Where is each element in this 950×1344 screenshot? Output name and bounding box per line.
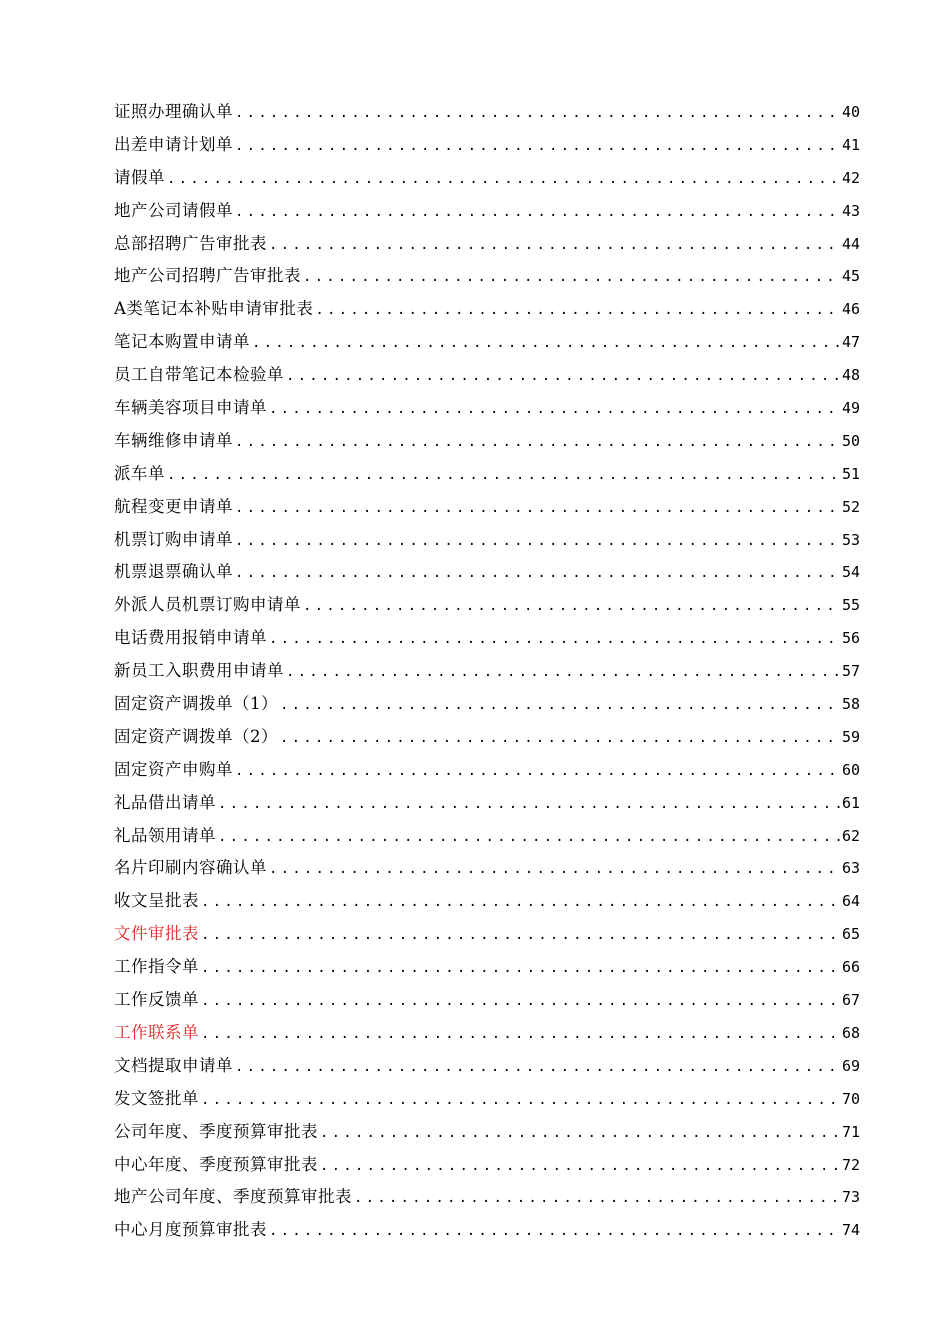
toc-entry-page-number: 59 <box>841 727 860 746</box>
toc-entry-page-number: 45 <box>841 267 860 286</box>
toc-dot-leader <box>235 1051 840 1083</box>
toc-dot-leader <box>167 459 840 491</box>
toc-entry-title: 新员工入职费用申请单 <box>114 661 284 681</box>
toc-entry[interactable] <box>114 458 860 491</box>
toc-entry-title: 电话费用报销申请单 <box>114 628 267 648</box>
toc-entry-title: 笔记本购置申请单 <box>114 332 250 352</box>
toc-entry-page-number: 61 <box>841 793 860 812</box>
toc-entry[interactable] <box>114 556 860 589</box>
toc-entry-title: 文件审批表 <box>114 924 199 944</box>
toc-dot-leader <box>269 1215 840 1247</box>
toc-dot-leader <box>269 853 840 885</box>
toc-entry[interactable] <box>114 228 860 261</box>
toc-entry-page-number: 74 <box>841 1221 860 1240</box>
toc-entry[interactable] <box>114 655 860 688</box>
toc-dot-leader <box>252 327 840 359</box>
toc-entry-title: 固定资产申购单 <box>114 759 233 779</box>
toc-entry-title: 派车单 <box>114 463 165 483</box>
toc-dot-leader <box>315 294 840 326</box>
toc-entry-title: 固定资产调拨单（2） <box>114 726 278 746</box>
toc-dot-leader <box>303 261 840 293</box>
toc-entry-title: 地产公司招聘广告审批表 <box>114 266 301 286</box>
toc-entry-page-number: 42 <box>841 168 860 187</box>
toc-dot-leader <box>201 985 840 1017</box>
toc-entry-page-number: 71 <box>841 1122 860 1141</box>
toc-dot-leader <box>354 1182 840 1214</box>
toc-entry[interactable] <box>114 293 860 326</box>
toc-entry-page-number: 65 <box>841 925 860 944</box>
toc-entry-page-number: 69 <box>841 1056 860 1075</box>
toc-entry[interactable] <box>114 129 860 162</box>
toc-entry-page-number: 46 <box>841 300 860 319</box>
toc-entry-page-number: 41 <box>841 135 860 154</box>
toc-entry-title: 地产公司年度、季度预算审批表 <box>114 1187 352 1207</box>
toc-dot-leader <box>286 656 840 688</box>
toc-entry-page-number: 57 <box>841 662 860 681</box>
toc-entry[interactable] <box>114 392 860 425</box>
toc-dot-leader <box>286 360 840 392</box>
toc-entry[interactable] <box>114 162 860 195</box>
toc-entry-title: 公司年度、季度预算审批表 <box>114 1121 318 1141</box>
toc-dot-leader <box>269 229 840 261</box>
toc-entry[interactable] <box>114 491 860 524</box>
toc-entry[interactable] <box>114 425 860 458</box>
toc-dot-leader <box>235 97 840 129</box>
toc-entry-title: A类笔记本补贴申请审批表 <box>114 299 314 319</box>
toc-dot-leader <box>201 952 840 984</box>
toc-dot-leader <box>235 196 840 228</box>
toc-entry-page-number: 73 <box>841 1188 860 1207</box>
toc-entry[interactable] <box>114 918 860 951</box>
toc-entry-page-number: 49 <box>841 399 860 418</box>
toc-entry-page-number: 50 <box>841 431 860 450</box>
toc-entry[interactable] <box>114 326 860 359</box>
toc-entry-title: 外派人员机票订购申请单 <box>114 595 301 615</box>
toc-dot-leader <box>235 426 840 458</box>
toc-entry[interactable] <box>114 1116 860 1149</box>
toc-entry-title: 中心年度、季度预算审批表 <box>114 1154 318 1174</box>
toc-dot-leader <box>218 821 840 853</box>
toc-dot-leader <box>167 163 840 195</box>
toc-entry[interactable] <box>114 1214 860 1247</box>
toc-entry-title: 请假单 <box>114 167 165 187</box>
toc-entry[interactable] <box>114 195 860 228</box>
toc-entry-title: 文档提取申请单 <box>114 1055 233 1075</box>
toc-entry-title: 工作反馈单 <box>114 990 199 1010</box>
toc-entry-page-number: 40 <box>841 103 860 121</box>
toc-entry[interactable] <box>114 1017 860 1050</box>
toc-entry-page-number: 54 <box>841 563 860 582</box>
toc-entry-title: 收文呈批表 <box>114 891 199 911</box>
toc-entry-title: 名片印刷内容确认单 <box>114 858 267 878</box>
toc-entry[interactable] <box>114 787 860 820</box>
toc-entry-title: 机票订购申请单 <box>114 529 233 549</box>
toc-entry-title: 车辆美容项目申请单 <box>114 398 267 418</box>
toc-entry-title: 证照办理确认单 <box>114 102 233 121</box>
toc-entry-title: 总部招聘广告审批表 <box>114 233 267 253</box>
toc-entry-page-number: 55 <box>841 596 860 615</box>
toc-dot-leader <box>235 492 840 524</box>
toc-dot-leader <box>320 1150 840 1182</box>
toc-entry[interactable] <box>114 721 860 754</box>
toc-entry-title: 机票退票确认单 <box>114 562 233 582</box>
toc-entry[interactable] <box>114 96 860 129</box>
toc-entry-page-number: 56 <box>841 629 860 648</box>
toc-entry-page-number: 66 <box>841 958 860 977</box>
toc-entry[interactable] <box>114 820 860 853</box>
toc-dot-leader <box>269 393 840 425</box>
toc-entry[interactable] <box>114 1181 860 1214</box>
toc-entry-page-number: 60 <box>841 760 860 779</box>
toc-entry-page-number: 43 <box>841 201 860 220</box>
toc-entry[interactable] <box>114 359 860 392</box>
toc-dot-leader <box>235 525 840 557</box>
toc-entry-title: 航程变更申请单 <box>114 496 233 516</box>
toc-entry-page-number: 47 <box>841 333 860 352</box>
toc-dot-leader <box>280 722 840 754</box>
toc-dot-leader <box>201 886 840 918</box>
toc-dot-leader <box>218 788 840 820</box>
toc-entry-page-number: 53 <box>841 530 860 549</box>
toc-dot-leader <box>320 1117 840 1149</box>
toc-dot-leader <box>201 919 840 951</box>
toc-entry-title: 发文签批单 <box>114 1088 199 1108</box>
toc-entry-page-number: 62 <box>841 826 860 845</box>
toc-entry-title: 车辆维修申请单 <box>114 430 233 450</box>
toc-entry-page-number: 48 <box>841 366 860 385</box>
toc-entry[interactable] <box>114 885 860 918</box>
toc-entry-page-number: 67 <box>841 991 860 1010</box>
toc-entry[interactable] <box>114 622 860 655</box>
toc-dot-leader <box>269 623 840 655</box>
toc-entry-title: 工作联系单 <box>114 1022 199 1042</box>
toc-entry[interactable] <box>114 688 860 721</box>
toc-entry-page-number: 51 <box>841 464 860 483</box>
toc-entry-title: 礼品借出请单 <box>114 792 216 812</box>
toc-entry[interactable] <box>114 852 860 885</box>
toc-entry-title: 固定资产调拨单（1） <box>114 694 278 714</box>
toc-entry[interactable] <box>114 1083 860 1116</box>
toc-entry-title: 工作指令单 <box>114 957 199 977</box>
toc-dot-leader <box>303 590 840 622</box>
toc-entry-title: 员工自带笔记本检验单 <box>114 365 284 385</box>
toc-entry[interactable] <box>114 984 860 1017</box>
toc-entry-page-number: 58 <box>841 695 860 714</box>
toc-entry-title: 中心月度预算审批表 <box>114 1220 267 1240</box>
toc-entry-page-number: 52 <box>841 497 860 516</box>
table-of-contents <box>114 96 860 1247</box>
toc-entry-page-number: 68 <box>841 1023 860 1042</box>
toc-dot-leader <box>235 557 840 589</box>
toc-entry[interactable] <box>114 754 860 787</box>
toc-entry[interactable] <box>114 1149 860 1182</box>
toc-entry[interactable] <box>114 524 860 557</box>
toc-entry[interactable] <box>114 1050 860 1083</box>
toc-entry-page-number: 44 <box>841 234 860 253</box>
toc-entry-page-number: 64 <box>841 892 860 911</box>
toc-entry-title: 出差申请计划单 <box>114 134 233 154</box>
toc-dot-leader <box>280 689 840 721</box>
toc-entry-title: 礼品领用请单 <box>114 825 216 845</box>
toc-entry-page-number: 63 <box>841 859 860 878</box>
toc-entry-page-number: 72 <box>841 1155 860 1174</box>
toc-entry[interactable] <box>114 260 860 293</box>
toc-dot-leader <box>235 755 840 787</box>
toc-entry[interactable] <box>114 951 860 984</box>
toc-dot-leader <box>201 1018 840 1050</box>
toc-entry[interactable] <box>114 589 860 622</box>
toc-entry-title: 地产公司请假单 <box>114 200 233 220</box>
toc-dot-leader <box>201 1084 840 1116</box>
toc-entry-page-number: 70 <box>841 1089 860 1108</box>
toc-dot-leader <box>235 130 840 162</box>
